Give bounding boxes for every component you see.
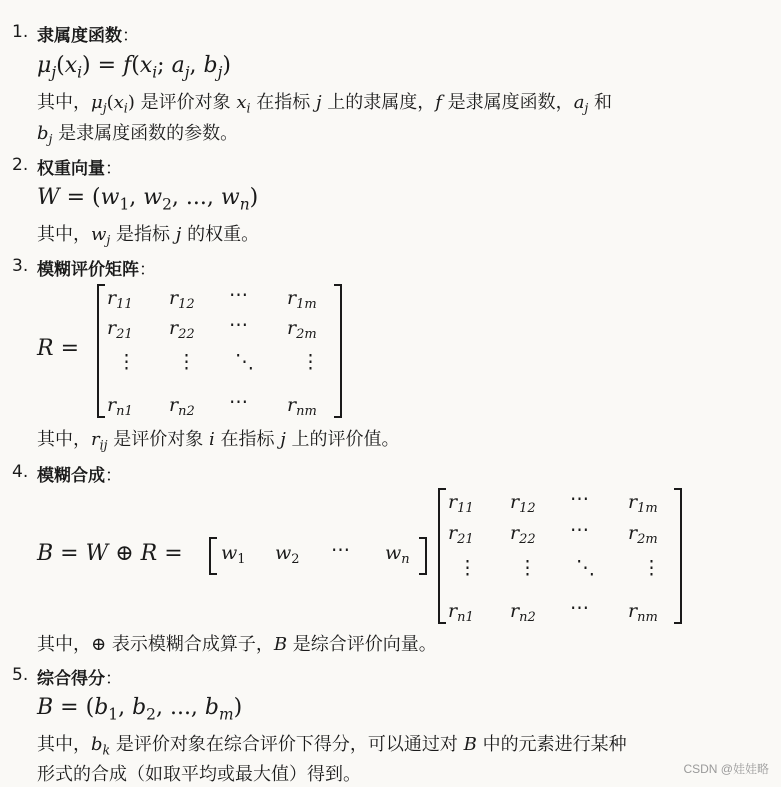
fuzzy-matrix-R-2: $r_{11}$ $r_{12}$ ⋯ $r_{1m}$ $r_{21}$ $r_{22}$ ⋯ $r_{2m}$ ⋮ ⋮ ⋱ ⋮ $r_{n1}$ $r_{n2}$ ⋯ $r_{nm}$ xyxy=(438,488,682,624)
item-5-title: 综合得分： xyxy=(37,669,122,689)
fuzzy-matrix-R: $r_{11}$ $r_{12}$ ⋯ $r_{1m}$ $r_{21}$ $r_{22}$ ⋯ $r_{2m}$ ⋮ ⋮ ⋱ ⋮ $r_{n1}$ $r_{n2}$ ⋯ $r_{nm}$ xyxy=(97,284,342,418)
item-1-description: 其中，$\mu_j(x_i)$ 是评价对象 $x_i$ 在指标 j 上的隶属度，f 是隶属度函数，$a_j$ 和 xyxy=(37,92,613,116)
item-5-number: 5. xyxy=(12,665,29,685)
item-3-description: 其中，$r_{ij}$ 是评价对象 i 在指标 j 上的评价值。 xyxy=(37,429,400,453)
item-2-description: 其中，$w_j$ 是指标 j 的权重。 xyxy=(37,224,260,248)
item-5-description: 其中，$b_k$ 是评价对象在综合评价下得分，可以通过对 B 中的元素进行某种 xyxy=(37,734,627,758)
item-1-description-cont: $b_j$ 是隶属度函数的参数。 xyxy=(37,123,239,147)
item-4-description: 其中，⊕ 表示模糊合成算子，B 是综合评价向量。 xyxy=(37,634,437,655)
item-4-formula-lhs: B = W ⊕ R = xyxy=(37,541,183,566)
watermark: CSDN @娃娃略 xyxy=(683,762,769,776)
item-1-number: 1. xyxy=(12,22,29,42)
item-2-formula: $W = (w_1$, $w_2$, ..., $w_n$) xyxy=(37,185,259,214)
item-4-number: 4. xyxy=(12,462,29,482)
item-1-formula: $\mu_j(x_i) = f(x_i$; $a_j$, $b_j$) xyxy=(37,53,231,82)
item-3-title: 模糊评价矩阵： xyxy=(37,260,156,280)
item-3-number: 3. xyxy=(12,256,29,276)
item-3-formula-lhs: R = xyxy=(37,336,80,361)
item-4-title: 模糊合成： xyxy=(37,466,122,486)
item-5-formula: $B = (b_1$, $b_2$, ..., $b_m$) xyxy=(37,695,243,724)
item-5-description-cont: 形式的合成（如取平均或最大值）得到。 xyxy=(37,764,361,785)
weight-row-vector: $w_1$ $w_2$ ⋯ $w_n$ xyxy=(209,537,427,575)
item-2-number: 2. xyxy=(12,155,29,175)
item-2-title: 权重向量： xyxy=(37,159,122,179)
item-1-title: 隶属度函数： xyxy=(37,26,139,46)
